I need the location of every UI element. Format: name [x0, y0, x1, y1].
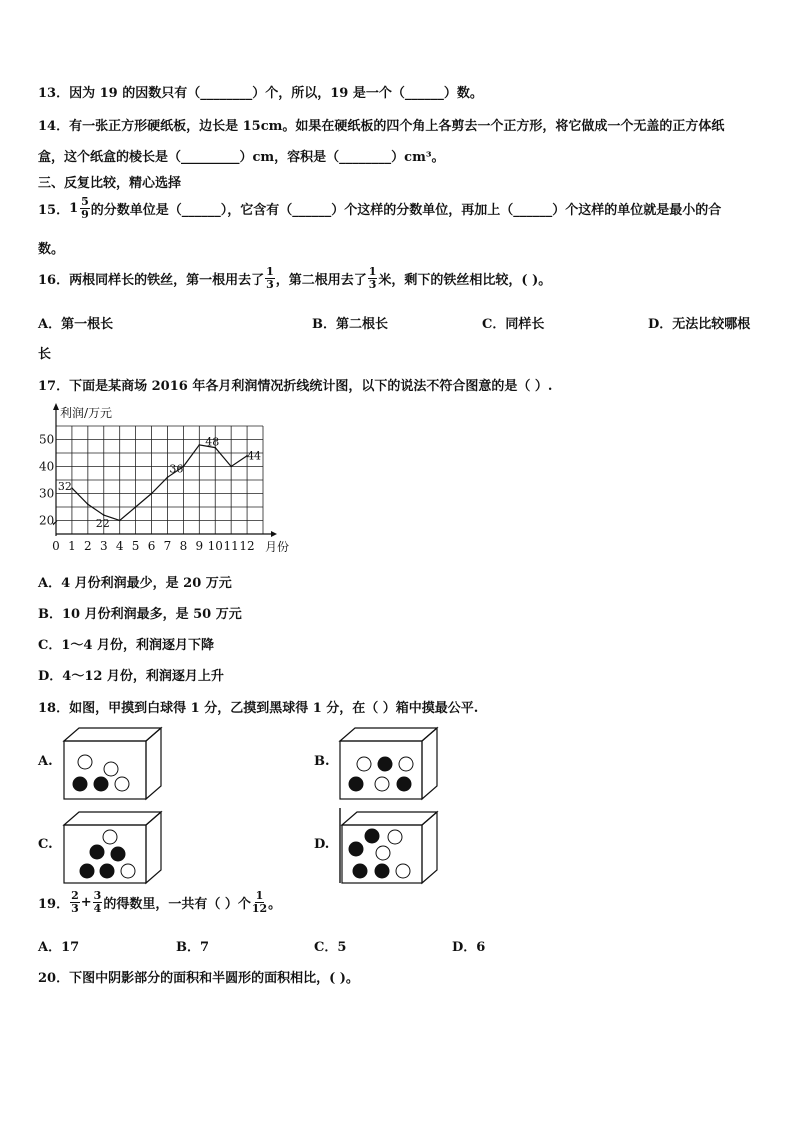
ball-box-c — [62, 810, 164, 885]
x-axis-label: 月份 — [265, 540, 290, 554]
fraction — [265, 266, 275, 291]
question-16-part3: 米，剩下的铁丝相比较，( )。 — [378, 273, 552, 288]
fraction-denominator: 12 — [251, 902, 268, 915]
question-16-part2: ，第二根用去了 — [275, 273, 367, 288]
x-tick-label: 8 — [179, 539, 188, 553]
data-label: 22 — [95, 517, 110, 531]
question-15-text: 的分数单位是（______），它含有（______）个这样的分数单位，再加上（______）个这样的单位就是最小的合 — [90, 203, 722, 218]
fraction-denominator: 9 — [81, 208, 89, 221]
y-tick-label: 30 — [39, 486, 55, 501]
black-ball — [73, 777, 87, 791]
data-label: 44 — [247, 449, 262, 463]
question-16-part1: 16．两根同样长的铁丝，第一根用去了 — [38, 273, 265, 288]
black-ball — [349, 777, 363, 791]
x-tick-label: 4 — [115, 539, 124, 553]
question-number: 19． — [38, 897, 70, 912]
question-13: 13．因为 19 的因数只有（________）个，所以，19 是一个（______）数。 — [38, 86, 483, 101]
x-tick-label: 3 — [99, 539, 108, 553]
data-point — [199, 444, 201, 446]
white-ball — [104, 762, 118, 776]
question-14-line1: 14．有一张正方形硬纸板，边长是 15cm。如果在硬纸板的四个角上各剪去一个正方形，将它做成一个无盖的正方体纸 — [38, 119, 725, 134]
data-label: 36 — [169, 462, 184, 476]
white-ball — [375, 777, 389, 791]
white-ball — [376, 846, 390, 860]
option-b-label: B. — [314, 754, 330, 769]
question-15-line2: 数。 — [38, 242, 65, 257]
option-d: D．4～12 月份，利润逐月上升 — [38, 669, 224, 684]
data-label: 48 — [205, 435, 220, 449]
option-a: A．17 — [38, 940, 80, 955]
black-ball — [397, 777, 411, 791]
option-d-label: D. — [314, 837, 330, 852]
question-17: 17．下面是某商场 2016 年各月利润情况折线统计图，以下的说法不符合图意的是（ ）. — [38, 379, 553, 394]
black-ball — [378, 757, 392, 771]
fraction-denominator: 3 — [71, 902, 79, 915]
option-b: B．第二根长 — [312, 317, 388, 332]
white-ball — [396, 864, 410, 878]
white-ball — [399, 757, 413, 771]
ball-box-b — [338, 726, 440, 801]
data-label: 32 — [57, 480, 72, 494]
y-tick-label: 40 — [39, 459, 55, 474]
data-point — [135, 506, 137, 508]
option-d: D．无法比较哪根 — [648, 317, 751, 332]
option-c: C．同样长 — [482, 317, 545, 332]
y-tick-label: 20 — [39, 513, 55, 528]
black-ball — [349, 842, 363, 856]
question-20: 20．下图中阴影部分的面积和半圆形的面积相比，( )。 — [38, 971, 359, 986]
black-ball — [353, 864, 367, 878]
x-tick-label: 5 — [131, 539, 140, 553]
question-16-stem — [38, 266, 551, 291]
y-axis-arrow — [53, 403, 59, 410]
ball-box-d — [338, 808, 440, 885]
fraction-numerator: 3 — [93, 889, 102, 902]
fraction — [70, 890, 80, 915]
white-ball — [115, 777, 129, 791]
option-c: C．1～4 月份，利润逐月下降 — [38, 638, 214, 653]
question-19-mid: 的得数里，一共有（ ）个 — [103, 897, 251, 912]
white-ball — [78, 755, 92, 769]
section-title: 三、反复比较，精心选择 — [38, 176, 182, 191]
data-point — [230, 466, 232, 468]
plus-sign: + — [80, 895, 92, 910]
fraction — [93, 890, 103, 915]
fraction-numerator: 1 — [368, 265, 377, 278]
option-d: D．6 — [452, 940, 486, 955]
black-ball — [100, 864, 114, 878]
fraction — [368, 266, 378, 291]
x-tick-label: 1 — [68, 539, 76, 553]
x-tick-label: 9 — [195, 539, 204, 553]
mixed-whole: 1 — [69, 201, 79, 216]
black-ball — [80, 864, 94, 878]
black-ball — [90, 845, 104, 859]
data-point — [167, 477, 169, 479]
black-ball — [365, 829, 379, 843]
question-18: 18．如图，甲摸到白球得 1 分，乙摸到黑球得 1 分，在（ ）箱中摸最公平. — [38, 701, 479, 716]
x-tick-label: 11 — [223, 539, 239, 553]
white-ball — [357, 757, 371, 771]
x-tick-label: 7 — [163, 539, 172, 553]
black-ball — [111, 847, 125, 861]
data-point — [87, 504, 89, 506]
fraction-numerator: 1 — [266, 265, 274, 278]
fraction — [252, 890, 267, 915]
x-tick-label: 12 — [239, 539, 255, 553]
fraction-numerator: 2 — [71, 889, 79, 902]
series-line — [72, 445, 247, 521]
question-15-line1 — [38, 196, 721, 221]
x-tick-label: 2 — [84, 539, 92, 553]
white-ball — [388, 830, 402, 844]
black-ball — [375, 864, 389, 878]
option-d-wrap: 长 — [38, 347, 52, 362]
fraction — [80, 196, 90, 221]
white-ball — [121, 864, 135, 878]
question-19-end: 。 — [268, 897, 282, 912]
fraction-denominator: 3 — [368, 278, 377, 291]
x-axis-arrow — [271, 531, 277, 537]
black-ball — [94, 777, 108, 791]
ball-box-a — [62, 726, 164, 801]
fraction-denominator: 4 — [93, 902, 102, 915]
x-tick-label: 0 — [52, 539, 60, 553]
option-b: B．7 — [176, 940, 210, 955]
option-c: C．5 — [314, 940, 347, 955]
white-ball — [103, 830, 117, 844]
option-a: A．4 月份利润最少，是 20 万元 — [38, 576, 232, 591]
x-tick-label: 10 — [207, 539, 223, 553]
option-c-label: C. — [38, 837, 53, 852]
fraction-numerator: 1 — [255, 889, 264, 902]
y-axis-label: 利润/万元 — [60, 406, 113, 420]
question-number: 15． — [38, 203, 70, 218]
option-a: A．第一根长 — [38, 317, 114, 332]
question-19-stem — [38, 890, 281, 915]
x-tick-label: 6 — [147, 539, 156, 553]
data-point — [103, 514, 105, 516]
profit-line-chart — [30, 400, 300, 560]
data-point — [119, 520, 121, 522]
option-b: B．10 月份利润最多，是 50 万元 — [38, 607, 242, 622]
question-14-line2: 盒，这个纸盒的棱长是（_________）cm，容积是（________）cm³。 — [38, 150, 445, 165]
fraction-numerator: 5 — [81, 195, 89, 208]
data-point — [151, 493, 153, 495]
mixed-number — [69, 196, 91, 221]
fraction-denominator: 3 — [266, 278, 274, 291]
option-a-label: A. — [38, 754, 53, 769]
y-tick-label: 50 — [39, 432, 55, 447]
